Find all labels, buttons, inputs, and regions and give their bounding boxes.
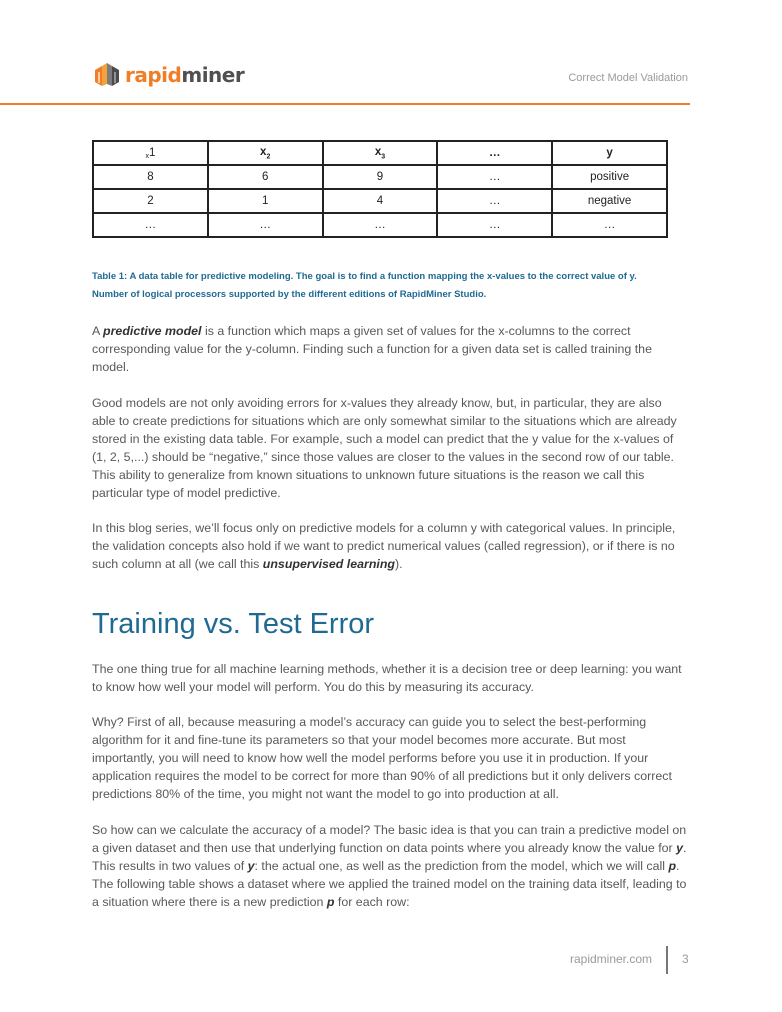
- table-header-cell: x1: [93, 141, 208, 165]
- rapidminer-logo: [92, 60, 244, 90]
- table-row: [93, 165, 667, 189]
- footer-divider: [666, 946, 668, 974]
- paragraph-accuracy-intro: The one thing true for all machine learning methods, whether it is a decision tree or deep learning: you want to know how well your model will perform. You do this by measuring its accuracy.: [92, 662, 682, 694]
- table-cell: 6: [208, 165, 323, 189]
- caption-line: Table 1: A data table for predictive modeling. The goal is to find a function mapping the x-values to the correct value of y.: [92, 271, 637, 282]
- table-header-cell: $x_2$: [208, 141, 323, 165]
- table-header-cell: …: [437, 141, 552, 165]
- table-cell: …: [437, 165, 552, 189]
- table-cell: …: [437, 189, 552, 213]
- table-header-cell: $x_3$: [323, 141, 438, 165]
- caption-line: Number of logical processors supported by the different editions of RapidMiner Studio.: [92, 289, 487, 300]
- table-cell: negative: [552, 189, 667, 213]
- table-cell: 8: [93, 165, 208, 189]
- table-row: [93, 213, 667, 237]
- table-cell: 2: [93, 189, 208, 213]
- paragraph-blog-series: In this blog series, we’ll focus only on predictive models for a column y with categorical values. In principle, the validation concepts also hold if we want to predict numerical values (called regression), or if there is no such column at all (we call this unsupervised learning).: [92, 521, 676, 571]
- paragraph-calculate-accuracy: So how can we calculate the accuracy of a model? The basic idea is that you can train a predictive model on a given dataset and then use that underlying function on data points where you already know the value for y. This results in two values of y: the actual one, as well as the prediction from the model, which we will call p. The following table shows a dataset where we applied the trained model on the training data itself, leading to a situation where there is a new prediction p for each row:: [92, 823, 687, 909]
- table-header-row: [93, 141, 667, 165]
- table-caption: [92, 268, 692, 304]
- table-cell: …: [552, 213, 667, 237]
- document-title: Correct Model Validation: [568, 72, 688, 84]
- table-cell: positive: [552, 165, 667, 189]
- header-divider: [0, 103, 690, 105]
- table-cell: 1: [208, 189, 323, 213]
- table-cell: 4: [323, 189, 438, 213]
- table-cell: 9: [323, 165, 438, 189]
- table-cell: …: [437, 213, 552, 237]
- table-row: [93, 189, 667, 213]
- logo-wordmark: rapidminer: [125, 63, 245, 87]
- footer-website: rapidminer.com: [569, 952, 652, 966]
- paragraph-predictive-model: A predictive model is a function which maps a given set of values for the x-columns to the correct corresponding value for the y-column. Finding such a function for a given data set is called training the model.: [92, 324, 652, 374]
- paragraph-good-models: Good models are not only avoiding errors for x-values they already know, but, in particular, they are also able to create predictions for situations which are only somewhat similar to the situations which are already stored in the existing data table. For example, such a model can predict that the y value for the x-values of (1, 2, 5,...) should be “negative,” since those values are closer to the values in the second row of our table. This ability to generalize from known situations to unknown future situations is the reason we call this particular type of model predictive.: [92, 396, 677, 500]
- table-cell: …: [208, 213, 323, 237]
- section-heading: Training vs. Test Error: [92, 608, 375, 640]
- rapidminer-logo-icon: [92, 60, 122, 90]
- paragraph-why-accuracy: Why? First of all, because measuring a model’s accuracy can guide you to select the best-performing algorithm for it and fine-tune its parameters so that your model becomes more accurate. But most importantly, you will need to know how well the model performs before you use it in production. If your application requires the model to be correct for more than 90% of all predictions but it only delivers correct predictions 80% of the time, you might not want the model to go into production at all.: [92, 715, 672, 801]
- page-number: 3: [682, 952, 689, 966]
- table-cell: …: [93, 213, 208, 237]
- data-table: [92, 140, 668, 238]
- table-header-cell: y: [552, 141, 667, 165]
- table-cell: …: [323, 213, 438, 237]
